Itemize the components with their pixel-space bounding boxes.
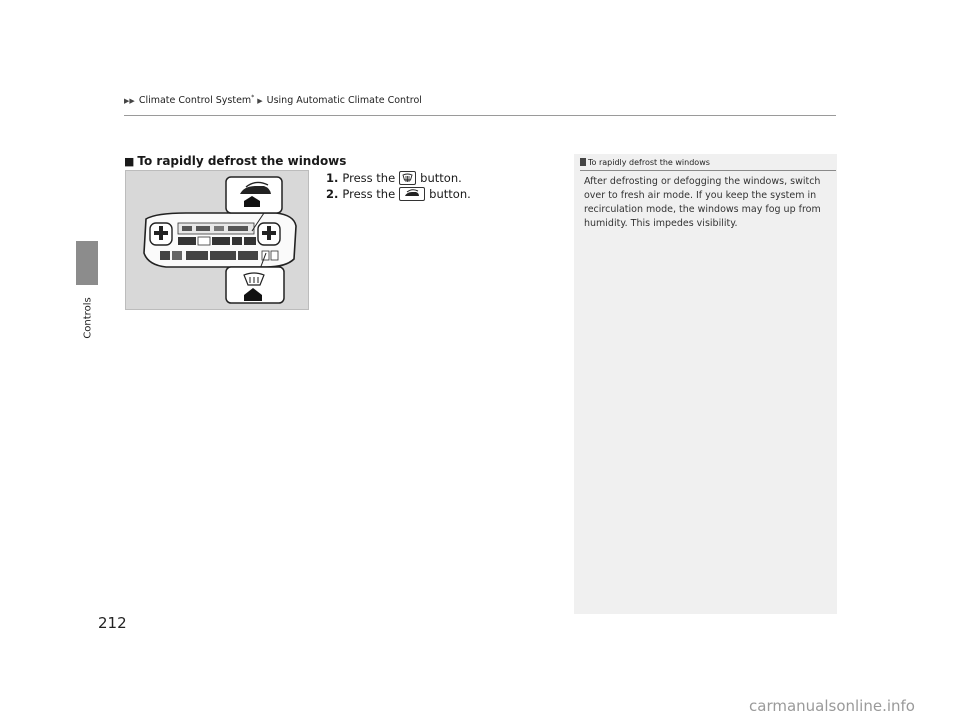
note-marker-icon: [580, 158, 586, 166]
page-number: 212: [98, 614, 127, 632]
step-number: 1.: [326, 171, 339, 185]
climate-control-panel-illustration: [125, 170, 309, 310]
step-item: [326, 170, 471, 186]
recirculation-icon: [399, 187, 425, 201]
step-item: [326, 186, 471, 202]
section-tab-marker: [76, 241, 98, 285]
breadcrumb-arrow-icon: ▶: [257, 97, 263, 106]
step-text-pre: Press the: [342, 187, 396, 201]
note-title: [580, 158, 710, 167]
front-defrost-icon: [399, 171, 416, 185]
step-text-pre: Press the: [342, 171, 396, 185]
note-divider: [580, 170, 836, 171]
breadcrumb-subsection[interactable]: Using Automatic Climate Control: [266, 95, 422, 107]
note-body: After defrosting or defogging the windows, switch over to fresh air mode. If you keep the system in recirculation mode, the windows may fog up from humidity. This impedes visibility.: [584, 176, 821, 229]
breadcrumb-arrow-icon: ▶▶: [124, 97, 135, 106]
note-title-text: To rapidly defrost the windows: [588, 158, 710, 167]
breadcrumb-asterisk: *: [251, 94, 255, 101]
header-divider: [124, 115, 836, 116]
side-note-panel: [574, 154, 837, 614]
heading-square-icon: ■: [124, 155, 135, 168]
section-label: Controls: [82, 297, 94, 339]
step-text-post: button.: [420, 171, 462, 185]
step-text-post: button.: [429, 187, 471, 201]
section-heading: [124, 154, 346, 168]
step-number: 2.: [326, 187, 339, 201]
heading-text: To rapidly defrost the windows: [137, 154, 347, 168]
breadcrumb-section[interactable]: Climate Control System: [138, 95, 252, 107]
breadcrumb: [124, 94, 422, 106]
watermark: carmanualsonline.info: [749, 697, 915, 715]
steps-list: [326, 170, 471, 202]
